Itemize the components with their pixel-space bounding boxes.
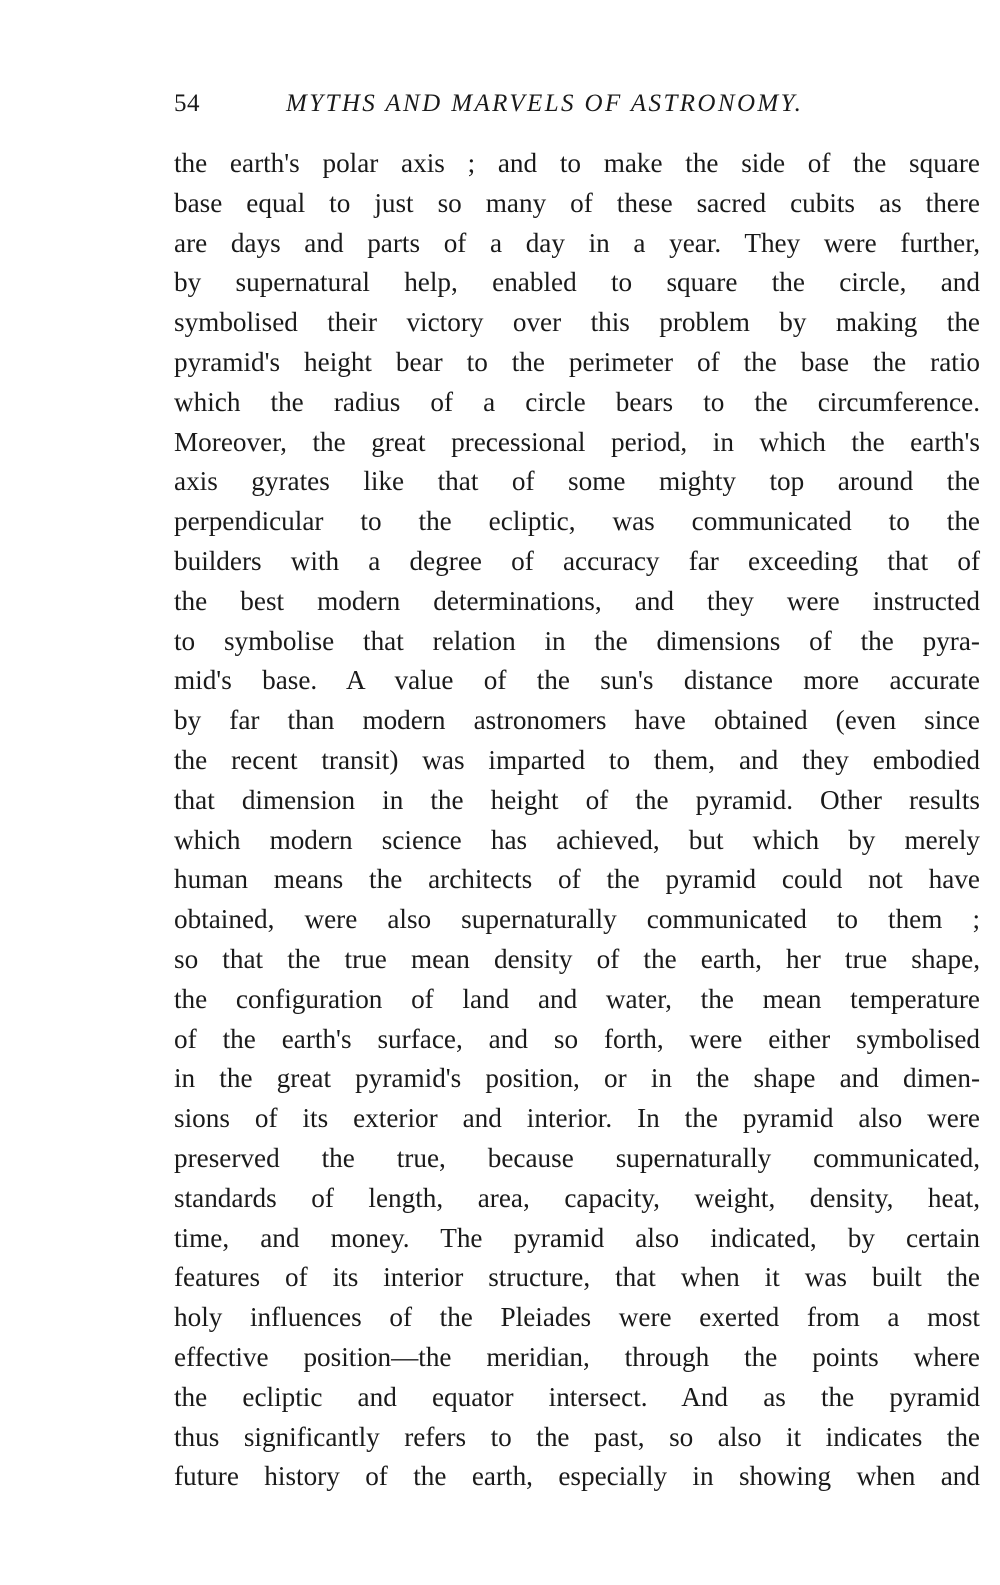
running-head xyxy=(174,84,980,124)
text-line: by supernatural help, enabled to square the circle, and xyxy=(174,267,980,298)
text-line: mid's base. A value of the sun's distance more accurate xyxy=(174,665,980,696)
text-line: so that the true mean density of the earth, her true shape, xyxy=(174,943,980,974)
text-line: the ecliptic and equator intersect. And as the pyramid xyxy=(174,1381,980,1412)
text-line: sions of its exterior and interior. In the pyramid also were xyxy=(174,1103,980,1134)
text-line: Moreover, the great precessional period, in which the earth's xyxy=(174,426,980,457)
text-line: effective position—the meridian, through the points where xyxy=(174,1341,980,1372)
text-line: builders with a degree of accuracy far exceeding that of xyxy=(174,545,980,576)
text-line: human means the architects of the pyramid could not have xyxy=(174,864,980,895)
text-line: which the radius of a circle bears to the circumference. xyxy=(174,386,980,417)
text-line: of the earth's surface, and so forth, were either symbolised xyxy=(174,1023,980,1054)
text-line: the earth's polar axis ; and to make the side of the square xyxy=(174,148,980,178)
text-line: pyramid's height bear to the perimeter of the base the ratio xyxy=(174,346,980,377)
text-line: in the great pyramid's position, or in the shape and dimen- xyxy=(174,1063,980,1094)
text-line: are days and parts of a day in a year. They were further, xyxy=(174,227,980,258)
text-line: thus significantly refers to the past, so also it indicates the xyxy=(174,1421,980,1452)
text-line: perpendicular to the ecliptic, was communicated to the xyxy=(174,506,980,537)
text-line: the configuration of land and water, the mean temperature xyxy=(174,983,980,1014)
text-line: symbolised their victory over this problem by making the xyxy=(174,307,980,338)
text-line: by far than modern astronomers have obtained (even since xyxy=(174,705,980,736)
text-line: holy influences of the Pleiades were exerted from a most xyxy=(174,1302,980,1333)
text-line: standards of length, area, capacity, weight, density, heat, xyxy=(174,1182,980,1213)
text-line: axis gyrates like that of some mighty top around the xyxy=(174,466,980,497)
text-line: obtained, were also supernaturally communicated to them ; xyxy=(174,904,980,935)
text-line: the recent transit) was imparted to them, and they embodied xyxy=(174,744,980,775)
text-line: which modern science has achieved, but which by merely xyxy=(174,824,980,855)
text-line: preserved the true, because supernaturally communicated, xyxy=(174,1142,980,1173)
text-line: the best modern determinations, and they were instructed xyxy=(174,585,980,616)
body-text xyxy=(174,144,980,1497)
text-line: to symbolise that relation in the dimensions of the pyra- xyxy=(174,625,980,656)
text-line: base equal to just so many of these sacred cubits as there xyxy=(174,187,980,218)
text-line: time, and money. The pyramid also indicated, by certain xyxy=(174,1222,980,1253)
text-line: that dimension in the height of the pyramid. Other results xyxy=(174,784,980,815)
running-title: MYTHS AND MARVELS OF ASTRONOMY. xyxy=(286,90,804,117)
page-number: 54 xyxy=(174,90,200,117)
text-line: features of its interior structure, that when it was built the xyxy=(174,1262,980,1293)
text-line: future history of the earth, especially in showing when and xyxy=(174,1461,980,1492)
